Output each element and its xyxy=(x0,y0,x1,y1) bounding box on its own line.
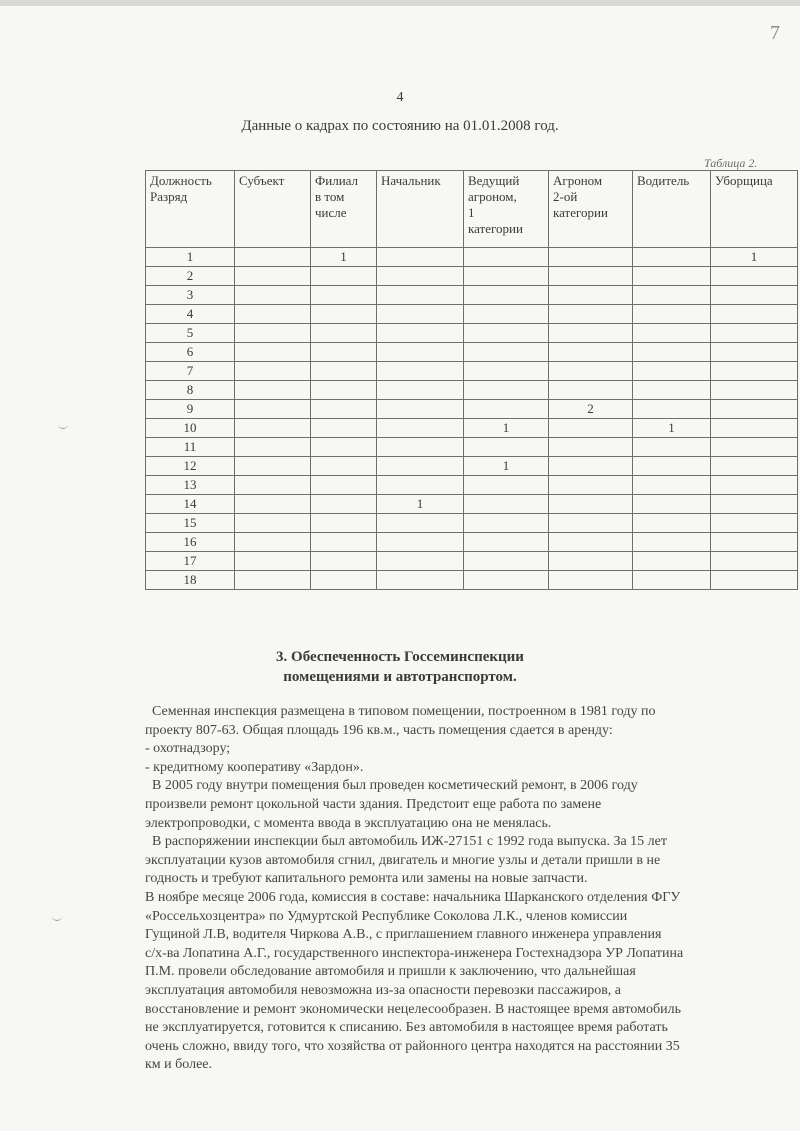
column-header-line: 1 xyxy=(468,205,475,220)
count-cell xyxy=(235,267,311,286)
body-line: Семенная инспекция размещена в типовом помещении, построенном в 1981 году по xyxy=(145,704,656,719)
body-line: очень сложно, ввиду того, что хозяйства от районного центра находятся на расстоянии 35 xyxy=(145,1038,680,1054)
count-cell xyxy=(377,533,464,552)
section-title xyxy=(0,647,800,687)
count-cell xyxy=(377,324,464,343)
table-label: Таблица 2. xyxy=(704,156,758,170)
body-line: П.М. провели обследование автомобиля и пришли к заключению, что дальнейшая xyxy=(145,964,636,980)
count-cell xyxy=(235,533,311,552)
count-cell xyxy=(549,286,633,305)
count-cell xyxy=(711,362,798,381)
count-cell xyxy=(464,362,549,381)
rank-cell: 13 xyxy=(146,476,235,495)
table-row xyxy=(146,495,798,514)
rank-cell: 16 xyxy=(146,533,235,552)
body-line: с/х-ва Лопатина А.Г., государственного инспектора-инженера Гостехнадзора УР Лопатина xyxy=(145,945,684,961)
count-cell xyxy=(633,438,711,457)
count-cell xyxy=(711,495,798,514)
count-cell xyxy=(235,343,311,362)
count-cell xyxy=(377,419,464,438)
table-row xyxy=(146,305,798,324)
count-cell xyxy=(711,552,798,571)
table-row xyxy=(146,514,798,533)
corner-handwritten-mark: 7 xyxy=(770,22,780,44)
count-cell xyxy=(377,343,464,362)
count-cell xyxy=(464,495,549,514)
column-header xyxy=(633,171,711,248)
count-cell xyxy=(311,457,377,476)
count-cell xyxy=(549,248,633,267)
column-header-line: Агроном xyxy=(553,173,603,188)
count-cell xyxy=(235,419,311,438)
count-cell xyxy=(464,305,549,324)
table-row xyxy=(146,381,798,400)
count-cell xyxy=(311,514,377,533)
table-row xyxy=(146,438,798,457)
count-cell xyxy=(377,362,464,381)
table-row xyxy=(146,476,798,495)
rank-cell: 17 xyxy=(146,552,235,571)
count-cell xyxy=(311,419,377,438)
body-line: В распоряжении инспекции был автомобиль ИЖ-27151 с 1992 года выпуска. За 15 лет xyxy=(145,834,667,850)
count-cell xyxy=(711,324,798,343)
count-cell xyxy=(311,305,377,324)
count-cell xyxy=(549,419,633,438)
body-text xyxy=(145,703,760,1075)
body-line: эксплуатации кузов автомобиля сгнил, двигатель и многие узлы и детали пришли в не xyxy=(145,852,661,868)
count-cell xyxy=(549,457,633,476)
count-cell xyxy=(377,476,464,495)
count-cell: 2 xyxy=(549,400,633,419)
count-cell xyxy=(311,552,377,571)
count-cell xyxy=(235,571,311,590)
rank-cell: 8 xyxy=(146,381,235,400)
count-cell: 1 xyxy=(633,419,711,438)
table-heading: Данные о кадрах по состоянию на 01.01.2008 год. xyxy=(241,118,559,134)
count-cell xyxy=(464,571,549,590)
count-cell xyxy=(235,495,311,514)
body-line: - кредитному кооперативу «Зардон». xyxy=(145,759,364,775)
rank-cell: 7 xyxy=(146,362,235,381)
count-cell xyxy=(711,571,798,590)
count-cell xyxy=(711,533,798,552)
count-cell xyxy=(711,419,798,438)
count-cell xyxy=(235,438,311,457)
punch-hole-mark-upper xyxy=(58,420,68,429)
count-cell xyxy=(311,495,377,514)
rank-cell: 18 xyxy=(146,571,235,590)
column-header xyxy=(235,171,311,248)
count-cell xyxy=(549,381,633,400)
count-cell xyxy=(549,324,633,343)
count-cell xyxy=(633,286,711,305)
count-cell xyxy=(549,267,633,286)
count-cell xyxy=(549,495,633,514)
count-cell xyxy=(311,476,377,495)
count-cell xyxy=(377,571,464,590)
count-cell xyxy=(311,533,377,552)
count-cell xyxy=(633,400,711,419)
rank-cell: 14 xyxy=(146,495,235,514)
count-cell xyxy=(377,267,464,286)
staff-table xyxy=(145,170,798,590)
column-header-line: Уборщица xyxy=(715,173,773,188)
count-cell: 1 xyxy=(377,495,464,514)
count-cell xyxy=(711,286,798,305)
body-line: эксплуатация автомобиля невозможна из-за опасности перевозки пассажиров, а xyxy=(145,982,622,998)
count-cell xyxy=(464,476,549,495)
count-cell xyxy=(549,305,633,324)
rank-cell: 9 xyxy=(146,400,235,419)
body-line: проекту 807-63. Общая площадь 196 кв.м., часть помещения сдается в аренду: xyxy=(145,722,613,738)
table-header-row xyxy=(146,171,798,248)
scan-edge-shadow xyxy=(0,0,800,6)
table-row xyxy=(146,248,798,267)
count-cell xyxy=(464,533,549,552)
count-cell xyxy=(311,267,377,286)
count-cell xyxy=(633,514,711,533)
column-header-line: в том xyxy=(315,189,345,204)
table-row xyxy=(146,343,798,362)
table-row xyxy=(146,419,798,438)
count-cell xyxy=(464,248,549,267)
count-cell xyxy=(633,362,711,381)
column-header xyxy=(549,171,633,248)
count-cell xyxy=(235,552,311,571)
table-body xyxy=(146,248,798,590)
count-cell xyxy=(235,514,311,533)
body-line: не эксплуатируется, готовится к списанию. Без автомобиля в настоящее время работать xyxy=(145,1020,668,1036)
table-row xyxy=(146,457,798,476)
count-cell xyxy=(549,362,633,381)
count-cell xyxy=(311,400,377,419)
count-cell xyxy=(464,438,549,457)
count-cell xyxy=(549,533,633,552)
rank-cell: 3 xyxy=(146,286,235,305)
count-cell xyxy=(377,248,464,267)
count-cell xyxy=(235,286,311,305)
count-cell xyxy=(235,248,311,267)
count-cell xyxy=(549,438,633,457)
column-header xyxy=(711,171,798,248)
rank-cell: 2 xyxy=(146,267,235,286)
count-cell xyxy=(464,514,549,533)
count-cell xyxy=(377,457,464,476)
count-cell xyxy=(235,305,311,324)
count-cell xyxy=(464,400,549,419)
table-row xyxy=(146,267,798,286)
body-line: км и более. xyxy=(145,1057,213,1073)
body-line: В ноябре месяце 2006 года, комиссия в составе: начальника Шарканского отделения ФГУ xyxy=(145,889,681,905)
body-line: восстановление и ремонт экономически нецелесообразен. В настоящее время автомобиль xyxy=(145,1001,682,1017)
column-header-line: агроном, xyxy=(468,189,517,204)
table-row xyxy=(146,362,798,381)
table-row xyxy=(146,533,798,552)
body-line: Гущиной Л.В, водителя Чиркова А.В., с приглашением главного инженера управления xyxy=(145,927,662,943)
count-cell xyxy=(311,286,377,305)
column-header-line: Водитель xyxy=(637,173,690,188)
count-cell xyxy=(464,267,549,286)
column-header-line: Ведущий xyxy=(468,173,520,188)
column-header xyxy=(464,171,549,248)
count-cell xyxy=(711,514,798,533)
count-cell xyxy=(311,362,377,381)
count-cell xyxy=(464,286,549,305)
count-cell xyxy=(235,381,311,400)
table-row xyxy=(146,324,798,343)
count-cell xyxy=(235,324,311,343)
count-cell xyxy=(711,476,798,495)
table-row xyxy=(146,552,798,571)
count-cell: 1 xyxy=(464,419,549,438)
punch-hole-mark-lower xyxy=(52,912,62,921)
count-cell xyxy=(464,552,549,571)
column-header xyxy=(146,171,235,248)
column-header-line: категории xyxy=(468,221,523,236)
count-cell xyxy=(711,381,798,400)
count-cell xyxy=(633,476,711,495)
column-header-line: 2-ой xyxy=(553,189,578,204)
column-header xyxy=(311,171,377,248)
count-cell xyxy=(377,286,464,305)
count-cell xyxy=(311,343,377,362)
count-cell xyxy=(311,324,377,343)
count-cell xyxy=(633,457,711,476)
count-cell xyxy=(464,343,549,362)
count-cell: 1 xyxy=(311,248,377,267)
count-cell xyxy=(633,495,711,514)
rank-cell: 6 xyxy=(146,343,235,362)
count-cell xyxy=(633,267,711,286)
column-header-line: Начальник xyxy=(381,173,441,188)
count-cell xyxy=(377,305,464,324)
count-cell xyxy=(633,248,711,267)
rank-cell: 15 xyxy=(146,514,235,533)
count-cell xyxy=(549,514,633,533)
count-cell xyxy=(549,552,633,571)
count-cell xyxy=(711,305,798,324)
rank-cell: 10 xyxy=(146,419,235,438)
count-cell xyxy=(549,571,633,590)
count-cell xyxy=(464,324,549,343)
count-cell xyxy=(377,400,464,419)
column-header-line: числе xyxy=(315,205,347,220)
count-cell xyxy=(711,438,798,457)
column-header-line: категории xyxy=(553,205,608,220)
table-row xyxy=(146,286,798,305)
rank-cell: 5 xyxy=(146,324,235,343)
page-number: 4 xyxy=(396,90,404,105)
column-header-line: Должность xyxy=(150,173,212,188)
count-cell xyxy=(235,400,311,419)
section-title-line: 3. Обеспеченность Госсеминспекции xyxy=(276,649,524,665)
table-row xyxy=(146,571,798,590)
count-cell xyxy=(549,476,633,495)
count-cell xyxy=(633,552,711,571)
count-cell xyxy=(464,381,549,400)
count-cell xyxy=(311,571,377,590)
count-cell xyxy=(633,533,711,552)
rank-cell: 12 xyxy=(146,457,235,476)
count-cell xyxy=(377,438,464,457)
table-row xyxy=(146,400,798,419)
count-cell xyxy=(377,552,464,571)
column-header xyxy=(377,171,464,248)
count-cell xyxy=(235,457,311,476)
column-header-line: Разряд xyxy=(150,189,188,204)
count-cell xyxy=(549,343,633,362)
count-cell xyxy=(711,457,798,476)
count-cell: 1 xyxy=(711,248,798,267)
body-line: В 2005 году внутри помещения был проведен косметический ремонт, в 2006 году xyxy=(145,778,638,794)
count-cell xyxy=(633,571,711,590)
section-title-line: помещениями и автотранспортом. xyxy=(283,669,517,685)
count-cell xyxy=(235,476,311,495)
count-cell xyxy=(235,362,311,381)
count-cell xyxy=(377,381,464,400)
body-line: «Россельхозцентра» по Удмуртской Республике Соколова Л.К., членов комиссии xyxy=(145,908,628,924)
count-cell xyxy=(377,514,464,533)
count-cell xyxy=(711,343,798,362)
rank-cell: 1 xyxy=(146,248,235,267)
body-line: произвели ремонт цокольной части здания. Предстоит еще работа по замене xyxy=(145,796,602,812)
count-cell xyxy=(711,267,798,286)
count-cell xyxy=(633,381,711,400)
count-cell xyxy=(311,381,377,400)
column-header-line: Субъект xyxy=(239,173,285,188)
count-cell xyxy=(633,343,711,362)
body-line: электропроводки, с момента ввода в эксплуатацию она не менялась. xyxy=(145,815,552,831)
rank-cell: 4 xyxy=(146,305,235,324)
count-cell xyxy=(711,400,798,419)
rank-cell: 11 xyxy=(146,438,235,457)
column-header-line: Филиал xyxy=(315,173,359,188)
count-cell xyxy=(633,305,711,324)
count-cell: 1 xyxy=(464,457,549,476)
count-cell xyxy=(311,438,377,457)
body-line: - охотнадзору; xyxy=(145,741,231,757)
body-line: годность и требуют капитального ремонта или замены на новые запчасти. xyxy=(145,871,588,887)
count-cell xyxy=(633,324,711,343)
